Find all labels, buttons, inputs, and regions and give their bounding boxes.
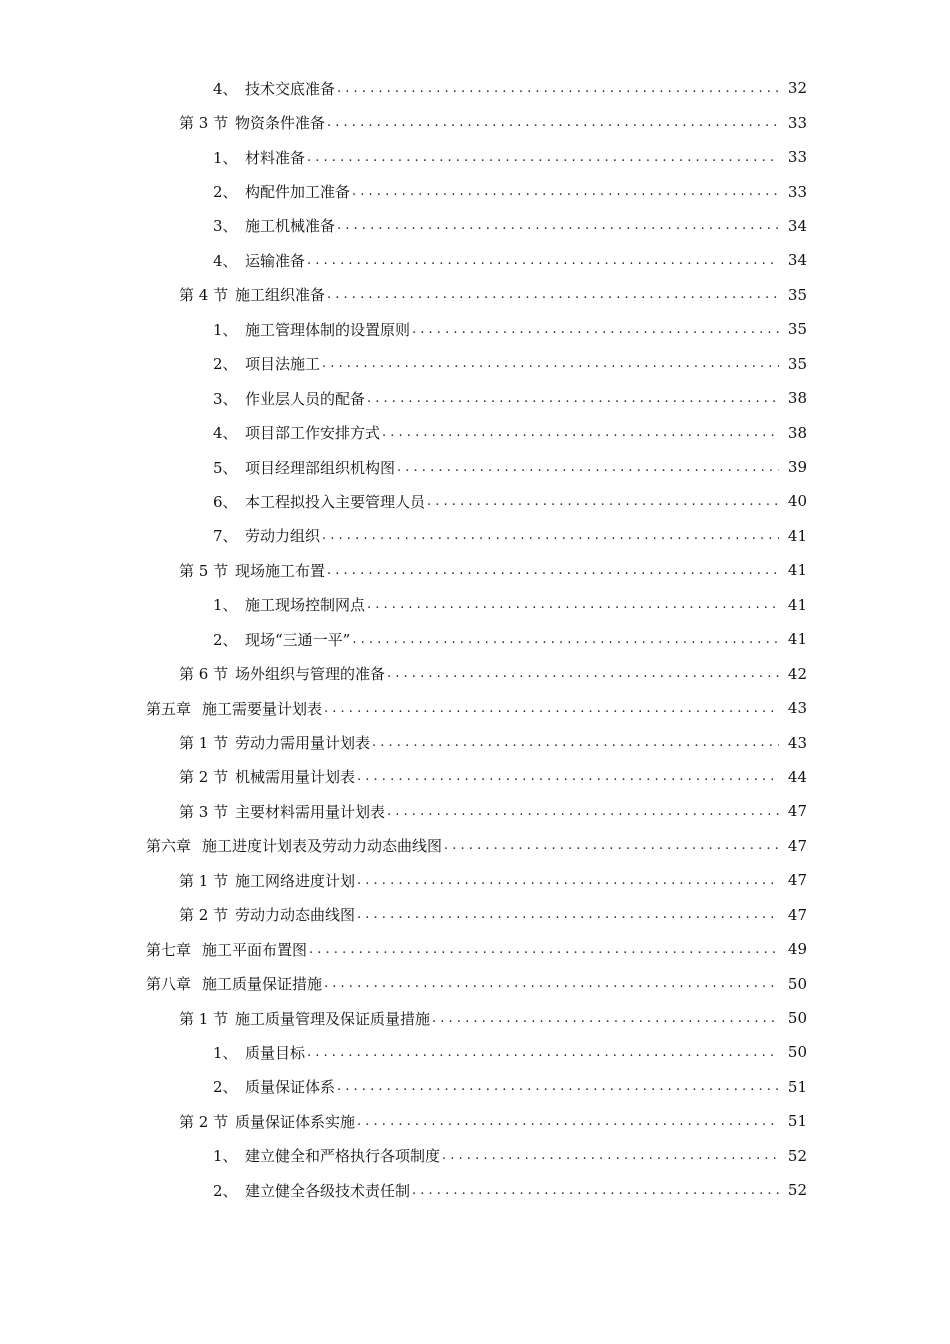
- toc-entry-page-number: 47: [787, 871, 807, 890]
- toc-entry-number: 4、: [213, 251, 238, 270]
- toc-entry-title: 项目法施工: [245, 355, 321, 374]
- toc-entry-title: 运输准备: [245, 251, 306, 270]
- toc-dot-leader: [327, 563, 779, 578]
- toc-entry-number: 第 4 节: [179, 286, 229, 305]
- toc-entry-title: 施工网络进度计划: [235, 871, 356, 890]
- toc-entry-label: [213, 491, 425, 512]
- toc-entry-label: [213, 1076, 335, 1097]
- toc-entry-label: [179, 904, 355, 925]
- toc-entry-number: 3、: [213, 217, 238, 236]
- toc-dot-leader: [324, 701, 779, 716]
- toc-entry-label: [213, 147, 305, 168]
- toc-entry-number: 2、: [213, 630, 238, 649]
- toc-entry-page-number: 41: [787, 561, 807, 580]
- toc-entry-page-number: 42: [787, 664, 807, 683]
- toc-entry-title: 主要材料需用量计划表: [235, 802, 386, 821]
- toc-dot-leader: [309, 942, 779, 957]
- toc-entry[interactable]: [0, 519, 950, 553]
- toc-dot-leader: [357, 873, 779, 888]
- toc-entry-page-number: 38: [787, 423, 807, 442]
- toc-dot-leader: [357, 907, 779, 922]
- toc-entry-page-number: 41: [787, 595, 807, 614]
- toc-dot-leader: [412, 1183, 779, 1198]
- toc-entry[interactable]: [0, 278, 950, 312]
- toc-entry-label: [179, 870, 355, 891]
- toc-entry[interactable]: [0, 691, 950, 725]
- toc-dot-leader: [327, 115, 779, 130]
- toc-entry-page-number: 50: [787, 974, 807, 993]
- toc-entry-page-number: 47: [787, 802, 807, 821]
- toc-entry-title: 现场“三通一平”: [245, 630, 351, 649]
- toc-entry-label: [146, 973, 322, 994]
- toc-entry-page-number: 39: [787, 458, 807, 477]
- toc-entry-number: 第 2 节: [179, 768, 229, 787]
- toc-entry-page-number: 32: [787, 79, 807, 98]
- toc-entry[interactable]: [0, 415, 950, 449]
- toc-entry-page-number: 47: [787, 905, 807, 924]
- toc-entry-page-number: 34: [787, 216, 807, 235]
- toc-entry-title: 物资条件准备: [235, 114, 326, 133]
- toc-dot-leader: [352, 632, 779, 647]
- toc-entry-number: 第 6 节: [179, 665, 229, 684]
- toc-entry[interactable]: [0, 760, 950, 794]
- toc-dot-leader: [427, 494, 779, 509]
- toc-entry-page-number: 40: [787, 492, 807, 511]
- toc-dot-leader: [372, 735, 779, 750]
- toc-entry[interactable]: [0, 725, 950, 759]
- toc-entry[interactable]: [0, 553, 950, 587]
- toc-entry-number: 5、: [213, 458, 238, 477]
- toc-entry-label: [179, 663, 385, 684]
- toc-dot-leader: [337, 81, 779, 96]
- toc-entry[interactable]: [0, 209, 950, 243]
- toc-entry-number: 2、: [213, 1181, 238, 1200]
- toc-entry-label: [213, 1145, 440, 1166]
- toc-entry-page-number: 35: [787, 354, 807, 373]
- toc-entry-label: [179, 284, 325, 305]
- toc-entry-label: [179, 560, 325, 581]
- toc-entry-title: 本工程拟投入主要管理人员: [245, 492, 426, 511]
- toc-entry-title: 现场施工布置: [235, 561, 326, 580]
- toc-entry-number: 1、: [213, 596, 238, 615]
- toc-entry-page-number: 41: [787, 526, 807, 545]
- toc-entry-label: [213, 1180, 410, 1201]
- toc-entry[interactable]: [0, 1139, 950, 1173]
- toc-entry[interactable]: [0, 312, 950, 346]
- toc-entry-number: 1、: [213, 148, 238, 167]
- toc-entry-title: 机械需用量计划表: [235, 768, 356, 787]
- toc-entry[interactable]: [0, 484, 950, 518]
- toc-entry-label: [146, 835, 442, 856]
- toc-entry-title: 施工质量保证措施: [202, 975, 323, 994]
- toc-dot-leader: [387, 804, 779, 819]
- toc-entry-title: 技术交底准备: [245, 79, 336, 98]
- toc-entry-number: 1、: [213, 320, 238, 339]
- toc-dot-leader: [412, 322, 779, 337]
- toc-entry-title: 场外组织与管理的准备: [235, 665, 386, 684]
- toc-entry-page-number: 43: [787, 733, 807, 752]
- toc-entry-number: 第 3 节: [179, 114, 229, 133]
- toc-entry[interactable]: [0, 932, 950, 966]
- toc-dot-leader: [387, 666, 779, 681]
- toc-entry[interactable]: [0, 622, 950, 656]
- toc-entry-label: [213, 250, 305, 271]
- toc-entry-label: [213, 629, 350, 650]
- toc-entry[interactable]: [0, 1104, 950, 1138]
- toc-entry-title: 质量目标: [245, 1043, 306, 1062]
- toc-dot-leader: [432, 1011, 779, 1026]
- toc-dot-leader: [337, 218, 779, 233]
- toc-entry-page-number: 33: [787, 113, 807, 132]
- toc-entry-page-number: 33: [787, 148, 807, 167]
- toc-entry-number: 第 3 节: [179, 802, 229, 821]
- toc-entry-label: [213, 1042, 305, 1063]
- toc-dot-leader: [357, 1114, 779, 1129]
- toc-entry-number: 3、: [213, 389, 238, 408]
- toc-entry[interactable]: [0, 966, 950, 1000]
- toc-entry-title: 项目部工作安排方式: [245, 424, 381, 443]
- toc-entry[interactable]: [0, 1173, 950, 1207]
- toc-entry-number: 第 2 节: [179, 1112, 229, 1131]
- toc-entry-number: 第六章: [146, 837, 192, 856]
- toc-dot-leader: [367, 391, 779, 406]
- toc-entry-label: [213, 525, 320, 546]
- toc-entry[interactable]: [0, 71, 950, 105]
- toc-entry-page-number: 34: [787, 251, 807, 270]
- toc-entry[interactable]: [0, 898, 950, 932]
- toc-entry[interactable]: [0, 140, 950, 174]
- toc-entry-title: 质量保证体系实施: [235, 1112, 356, 1131]
- toc-entry-title: 施工需要量计划表: [202, 699, 323, 718]
- toc-entry-page-number: 35: [787, 320, 807, 339]
- toc-entry-label: [146, 939, 307, 960]
- toc-entry[interactable]: [0, 174, 950, 208]
- toc-entry-title: 劳动力需用量计划表: [235, 734, 371, 753]
- toc-dot-leader: [337, 1079, 779, 1094]
- toc-entry-number: 4、: [213, 79, 238, 98]
- toc-dot-leader: [397, 460, 779, 475]
- toc-entry-number: 7、: [213, 527, 238, 546]
- toc-entry[interactable]: [0, 863, 950, 897]
- toc-entry-page-number: 51: [787, 1077, 807, 1096]
- toc-entry-number: 6、: [213, 492, 238, 511]
- toc-entry[interactable]: [0, 656, 950, 690]
- toc-entry-page-number: 51: [787, 1112, 807, 1131]
- toc-entry-label: [213, 594, 365, 615]
- toc-dot-leader: [307, 253, 779, 268]
- toc-entry-title: 质量保证体系: [245, 1078, 336, 1097]
- toc-entry-number: 第 1 节: [179, 734, 229, 753]
- toc-entry-title: 施工机械准备: [245, 217, 336, 236]
- toc-entry-label: [213, 215, 335, 236]
- toc-entry-number: 2、: [213, 183, 238, 202]
- toc-dot-leader: [357, 769, 779, 784]
- toc-dot-leader: [444, 838, 779, 853]
- toc-entry[interactable]: [0, 381, 950, 415]
- toc-entry-title: 材料准备: [245, 148, 306, 167]
- toc-entry-label: [179, 1111, 355, 1132]
- toc-entry-label: [213, 457, 395, 478]
- toc-entry-title: 施工现场控制网点: [245, 596, 366, 615]
- toc-entry-label: [146, 698, 322, 719]
- toc-dot-leader: [324, 976, 779, 991]
- toc-entry-page-number: 47: [787, 836, 807, 855]
- toc-entry-page-number: 50: [787, 1043, 807, 1062]
- toc-entry-number: 第五章: [146, 699, 192, 718]
- toc-dot-leader: [307, 1045, 779, 1060]
- toc-entry-label: [213, 422, 380, 443]
- toc-entry-label: [213, 388, 365, 409]
- toc-entry-page-number: 49: [787, 940, 807, 959]
- toc-entry[interactable]: [0, 1001, 950, 1035]
- toc-entry-title: 作业层人员的配备: [245, 389, 366, 408]
- toc-entry-page-number: 33: [787, 182, 807, 201]
- toc-entry-title: 建立健全各级技术责任制: [245, 1181, 411, 1200]
- toc-entry-title: 施工质量管理及保证质量措施: [235, 1009, 431, 1028]
- toc-entry-title: 项目经理部组织机构图: [245, 458, 396, 477]
- toc-entry-label: [179, 766, 355, 787]
- toc-dot-leader: [322, 528, 779, 543]
- toc-entry-title: 施工进度计划表及劳动力动态曲线图: [202, 837, 443, 856]
- toc-entry-label: [179, 801, 385, 822]
- table-of-contents: [0, 71, 950, 1207]
- toc-entry-title: 劳动力动态曲线图: [235, 906, 356, 925]
- toc-dot-leader: [327, 287, 779, 302]
- toc-entry-page-number: 44: [787, 767, 807, 786]
- toc-entry-number: 第 2 节: [179, 906, 229, 925]
- toc-entry[interactable]: [0, 829, 950, 863]
- toc-entry[interactable]: [0, 1070, 950, 1104]
- toc-entry-page-number: 52: [787, 1146, 807, 1165]
- toc-entry-label: [179, 1008, 430, 1029]
- toc-entry-number: 第七章: [146, 940, 192, 959]
- toc-dot-leader: [307, 150, 779, 165]
- toc-entry-title: 施工管理体制的设置原则: [245, 320, 411, 339]
- toc-entry[interactable]: [0, 794, 950, 828]
- toc-entry-page-number: 50: [787, 1009, 807, 1028]
- toc-entry[interactable]: [0, 1035, 950, 1069]
- toc-entry-page-number: 38: [787, 389, 807, 408]
- toc-entry-number: 1、: [213, 1043, 238, 1062]
- toc-dot-leader: [367, 597, 779, 612]
- toc-entry-number: 4、: [213, 424, 238, 443]
- toc-entry-label: [213, 181, 350, 202]
- toc-entry-page-number: 52: [787, 1181, 807, 1200]
- toc-entry-label: [179, 112, 325, 133]
- toc-entry-page-number: 41: [787, 630, 807, 649]
- toc-entry-number: 第八章: [146, 975, 192, 994]
- toc-entry[interactable]: [0, 450, 950, 484]
- toc-entry-number: 第 5 节: [179, 561, 229, 580]
- toc-dot-leader: [442, 1148, 779, 1163]
- toc-entry-title: 劳动力组织: [245, 527, 321, 546]
- toc-entry-number: 第 1 节: [179, 871, 229, 890]
- toc-entry-page-number: 35: [787, 285, 807, 304]
- toc-entry-label: [179, 732, 370, 753]
- toc-entry-number: 2、: [213, 1078, 238, 1097]
- toc-entry-label: [213, 353, 320, 374]
- toc-dot-leader: [352, 184, 779, 199]
- toc-entry[interactable]: [0, 588, 950, 622]
- toc-dot-leader: [322, 356, 779, 371]
- toc-entry-number: 第 1 节: [179, 1009, 229, 1028]
- toc-entry-title: 施工平面布置图: [202, 940, 308, 959]
- toc-entry-page-number: 43: [787, 699, 807, 718]
- toc-entry-number: 1、: [213, 1147, 238, 1166]
- toc-dot-leader: [382, 425, 779, 440]
- toc-entry-label: [213, 319, 410, 340]
- toc-entry-title: 施工组织准备: [235, 286, 326, 305]
- toc-entry-title: 建立健全和严格执行各项制度: [245, 1147, 441, 1166]
- toc-entry[interactable]: [0, 243, 950, 277]
- toc-entry[interactable]: [0, 105, 950, 139]
- toc-entry-label: [213, 78, 335, 99]
- toc-entry-title: 构配件加工准备: [245, 183, 351, 202]
- toc-entry[interactable]: [0, 347, 950, 381]
- toc-entry-number: 2、: [213, 355, 238, 374]
